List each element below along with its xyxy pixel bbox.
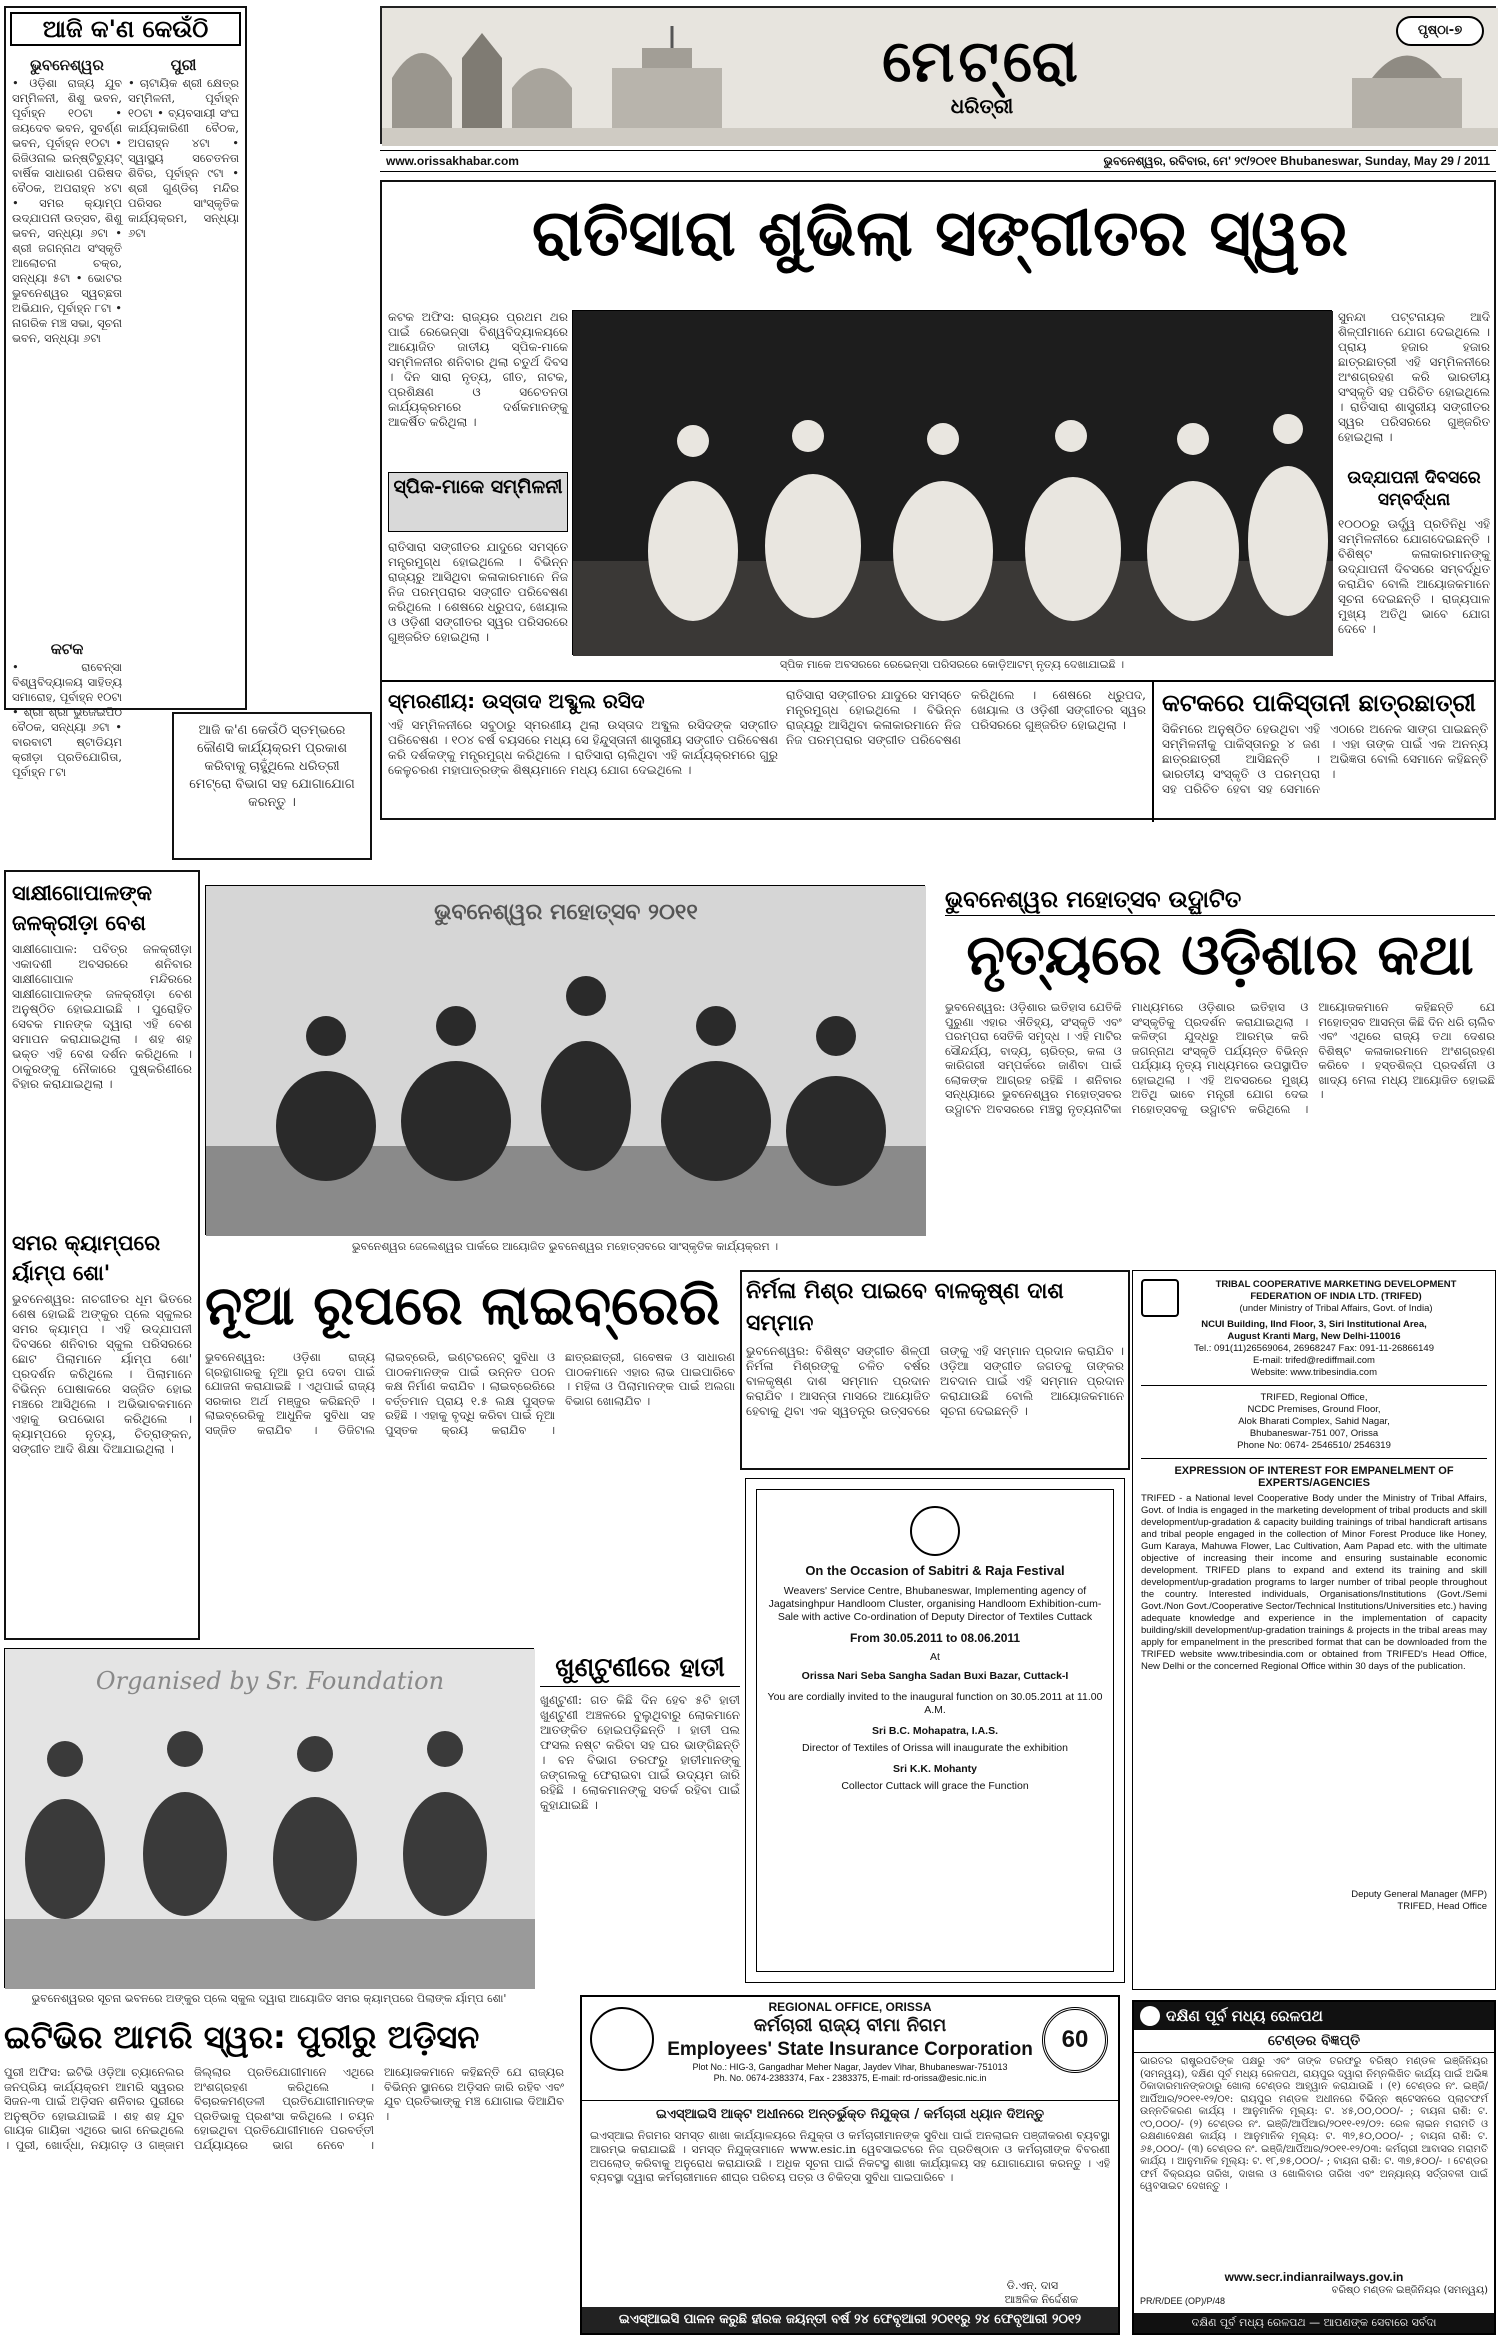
trifed-org: TRIBAL COOPERATIVE MARKETING DEVELOPMENT FEDERATION OF INDIA LTD. (TRIFED): [1215, 1279, 1457, 1302]
festival-photo: [205, 885, 925, 1235]
elephant-story: [540, 1650, 740, 1980]
lead-caption: ସ୍ପିକ ମାକେ ଅବସରରେ ରେଭେନ୍ସା ପରିସରରେ କୋଡ଼ିଆଟମ୍ ନୃତ୍ୟ ଦେଖାଯାଇଛି ।: [779, 658, 1125, 671]
festival-text: ଭୁବନେଶ୍ୱର: ଓଡ଼ିଶାର ଇତିହାସ ଯେତିକି ପୁରୁଣା ଏହାର ଐତିହ୍ୟ, ସଂସ୍କୃତି ଏବଂ ପରମ୍ପରା ସେତିକି ସମୃଦ୍ଧ । ଏହି ମାଟିର ସୌନ୍ଦର୍ଯ୍ୟ, ବାଦ୍ୟ, ଚାରିତ୍ର, କଳା ଓ କାରିଗରୀ ସମ୍ପର୍କରେ ଜାଣିବା ପାଇଁ ଲୋକଙ୍କ ଆଗ୍ରହ ରହିଛି । ଶନିବାର ସନ୍ଧ୍ୟାରେ ଭୁବନେଶ୍ୱର ମହୋତ୍ସବର ଉଦ୍ଘାଟନ ଅବସରରେ ମଞ୍ଚସ୍ଥ ନୃତ୍ୟନାଟିକା ମାଧ୍ୟମରେ ଓଡ଼ିଶାର ଇତିହାସ ଓ ସଂସ୍କୃତିକୁ ପ୍ରଦର୍ଶନ କରାଯାଇଥିଲା । କଳିଙ୍ଗ ଯୁଦ୍ଧରୁ ଆରମ୍ଭ କରି ଜଗନ୍ନାଥ ସଂସ୍କୃତି ପର୍ଯ୍ୟନ୍ତ ବିଭିନ୍ନ ପର୍ଯ୍ୟାୟ ନୃତ୍ୟ ମାଧ୍ୟମରେ ଉପସ୍ଥାପିତ ହୋଇଥିଲା । ଏହି ଅବସରରେ ମୁଖ୍ୟ ଅତିଥି ଭାବେ ମନ୍ତ୍ରୀ ଯୋଗ ଦେଇ ମହୋତ୍ସବକୁ ଉଦ୍ଘାଟନ କରିଥିଲେ । ଆୟୋଜକମାନେ କହିଛନ୍ତି ଯେ ମହୋତ୍ସବ ଆସନ୍ତା କିଛି ଦିନ ଧରି ଚାଲିବ ଏବଂ ଏଥିରେ ରାଜ୍ୟ ତଥା ଦେଶର ବିଶିଷ୍ଟ କଳାକାରମାନେ ଅଂଶଗ୍ରହଣ କରିବେ । ହସ୍ତଶିଳ୍ପ ପ୍ରଦର୍ଶନୀ ଓ ଖାଦ୍ୟ ମେଳା ମଧ୍ୟ ଆୟୋଜିତ ହୋଇଛି ।: [945, 1000, 1495, 1116]
festival-photo-banner: ଭୁବନେଶ୍ୱର ମହୋତ୍ସବ ୨୦୧୧: [434, 900, 698, 925]
events-note-text: ଆଜି କ'ଣ କେଉଁଠି ସ୍ତମ୍ଭରେ କୌଣସି କାର୍ଯ୍ୟକ୍ରମ ପ୍ରକାଶ କରିବାକୁ ଚାହୁଁଥିଲେ ଧରିତ୍ରୀ ମେଟ୍ରୋ ବିଭାଗ ସହ ଯୋଗାଯୋଗ କରନ୍ତୁ ।: [189, 723, 355, 810]
trifed-sign2: TRIFED, Head Office: [1397, 1901, 1487, 1912]
kids-caption: ଭୁବନେଶ୍ୱରର ସୂଚନା ଭବନରେ ଅଙ୍କୁର ପ୍ଲେ ସ୍କୁଲ ଦ୍ୱାରା ଆୟୋଜିତ ସମର କ୍ୟାମ୍ପରେ ପିଲାଙ୍କ ର୍ୟାମ୍ପ ଶୋ': [31, 1992, 507, 2005]
masthead: [380, 6, 1496, 144]
mid-text: ରାତିସାରା ସଙ୍ଗୀତର ଯାଦୁରେ ସମସ୍ତେ ମନ୍ତ୍ରମୁଗ୍ଧ ହୋଇଥିଲେ । ବିଭିନ୍ନ ରାଜ୍ୟରୁ ଆସିଥିବା କଳାକାରମାନେ ନିଜ ନିଜ ପରମ୍ପରାର ସଙ୍ଗୀତ ପରିବେଷଣ କରିଥିଲେ । ଶେଷରେ ଧ୍ରୁପଦ, ଖେୟାଲ ଓ ଓଡ଼ିଶୀ ସଙ୍ଗୀତର ସ୍ୱର ପରିସରରେ ଗୁଞ୍ଜରିତ ହୋଇଥିଲା ।: [786, 688, 1146, 747]
sakhi-text: ସାକ୍ଷୀଗୋପାଳ: ପବିତ୍ର ଜଳକ୍ରୀଡ଼ା ଏକାଦଶୀ ଅବସରରେ ଶନିବାର ସାକ୍ଷୀଗୋପାଳ ମନ୍ଦିରରେ ସାକ୍ଷୀଗୋପାଳଙ୍କ ଜଳକ୍ରୀଡ଼ା ବେଶ ଅନୁଷ୍ଠିତ ହୋଇଯାଇଛି । ପୁରୋହିତ ସେବକ ମାନଙ୍କ ଦ୍ୱାରା ଏହି ବେଶ ସମାପନ କରାଯାଇଥିଲା । ଶହ ଶହ ଭକ୍ତ ଏହି ବେଶ ଦର୍ଶନ କରିଥିଲେ । ଠାକୁରଙ୍କୁ ନୌକାରେ ପୁଷ୍କରିଣୀରେ ବିହାର କରାଯାଇଥିଲା ।: [12, 942, 192, 1091]
railway-ad: [1132, 2000, 1496, 2335]
sabitri-chief: Sri B.C. Mohapatra, I.A.S.: [871, 1725, 999, 1737]
nirmala-text: ଭୁବନେଶ୍ୱର: ବିଶିଷ୍ଟ ସଙ୍ଗୀତ ଶିଳ୍ପୀ ନିର୍ମଳା ମିଶ୍ରଙ୍କୁ ଚଳିତ ବର୍ଷର ବାଳକୃଷ୍ଣ ଦାଶ ସମ୍ମାନ ପ୍ରଦାନ କରାଯିବ । ଆସନ୍ତା ମାସରେ ଆୟୋଜିତ ହେବାକୁ ଥିବା ଏକ ସ୍ୱତନ୍ତ୍ର ଉତ୍ସବରେ ତାଙ୍କୁ ଏହି ସମ୍ମାନ ପ୍ରଦାନ କରାଯିବ । ଓଡ଼ିଆ ସଙ୍ଗୀତ ଜଗତକୁ ତାଙ୍କର ଅବଦାନ ପାଇଁ ଏହି ସମ୍ମାନ ପ୍ରଦାନ କରାଯାଉଛି ବୋଲି ଆୟୋଜକମାନେ ସୂଚନା ଦେଇଛନ୍ତି ।: [746, 1344, 1124, 1418]
masthead-strip: [380, 150, 1496, 172]
sabitri-title: On the Occasion of Sabitri & Raja Festival: [805, 1563, 1065, 1578]
esic-badge: 60: [1042, 2007, 1108, 2073]
events-note: [172, 712, 372, 860]
esic-notice-body: ଇଏସ୍‌ଆଇ ନିଗମର ସମସ୍ତ ଶାଖା କାର୍ଯ୍ୟାଳୟରେ ନିଯୁକ୍ତା ଓ କର୍ମଚାରୀମାନଙ୍କ ସୁବିଧା ପାଇଁ ଅନଲାଇନ ପଞ୍ଜୀକରଣ ବ୍ୟବସ୍ଥା ଆରମ୍ଭ କରାଯାଇଛି । ସମସ୍ତ ନିଯୁକ୍ତାମାନେ www.esic.in ୱେବସାଇଟରେ ନିଜ ପ୍ରତିଷ୍ଠାନ ଓ କର୍ମଚାରୀଙ୍କ ବିବରଣୀ ଅପଲୋଡ୍ କରିବାକୁ ଅନୁରୋଧ କରାଯାଉଛି । ଅଧିକ ସୂଚନା ପାଇଁ ନିକଟସ୍ଥ ଶାଖା କାର୍ଯ୍ୟାଳୟ ସହ ଯୋଗାଯୋଗ କରନ୍ତୁ । ଏହି ବ୍ୟବସ୍ଥା ଦ୍ୱାରା କର୍ମଚାରୀମାନେ ଶୀଘ୍ର ପରିଚୟ ପତ୍ର ଓ ଚିକିତ୍ସା ସୁବିଧା ପାଇପାରିବେ ।: [590, 2129, 1110, 2184]
site-url[interactable]: www.orissakhabar.com: [386, 154, 519, 168]
elephant-headline: ଖୁଣ୍ଟୁଣୀରେ ହାତୀ: [540, 1650, 740, 1687]
pak-headline: କଟକରେ ପାକିସ୍ତାନୀ ଛାତ୍ରଛାତ୍ରୀ: [1162, 689, 1476, 717]
sabitri-ad: [745, 1478, 1125, 1983]
esic-notice-title: ଇଏସ୍‌ଆଇସି ଆକ୍ଟ ଅଧୀନରେ ଅନ୍ତର୍ଭୁକ୍ତ ନିଯୁକ୍ତା / କର୍ମଚାରୀ ଧ୍ୟାନ ଦିଅନ୍ତୁ: [656, 2107, 1044, 2122]
library-headline: ନୂଆ ରୂପରେ ଲାଇବ୍ରେରି: [205, 1274, 721, 1337]
railway-sign: ବରିଷ୍ଠ ମଣ୍ଡଳ ଇଞ୍ଜିନିୟର (ସମନ୍ୱୟ): [1331, 2285, 1488, 2296]
elephant-text: ଖୁଣ୍ଟୁଣୀ: ଗତ କିଛି ଦିନ ହେବ ୫ଟି ହାତୀ ଖୁଣ୍ଟୁଣୀ ଅଞ୍ଚଳରେ ବୁଲୁଥିବାରୁ ଲୋକମାନେ ଆତଙ୍କିତ ହୋଇପଡ଼ିଛନ୍ତି । ହାତୀ ପଲ ଫସଲ ନଷ୍ଟ କରିବା ସହ ଘର ଭାଙ୍ଗିଛନ୍ତି । ବନ ବିଭାଗ ତରଫରୁ ହାତୀମାନଙ୍କୁ ଜଙ୍ଗଲକୁ ଫେରାଇବା ପାଇଁ ଉଦ୍ୟମ ଜାରି ରହିଛି । ଲୋକମାନଙ୍କୁ ସତର୍କ ରହିବା ପାଇଁ କୁହାଯାଇଛି ।: [540, 1693, 740, 1812]
esic-addr: Plot No.: HIG-3, Gangadhar Meher Nagar, Jaydev Vihar, Bhubaneswar-751013: [692, 2062, 1008, 2072]
trifed-ro1: TRIFED, Regional Office,: [1260, 1392, 1368, 1403]
trifed-ro5: Phone No: 0674- 2546510/ 2546319: [1237, 1440, 1391, 1451]
events-puri-text: • ଚାଟାୟିକ ଶ୍ରୀ କ୍ଷେତ୍ର ସମ୍ମିଳନୀ, ପୂର୍ବାହ୍ନ ୧୦ଟା • ବ୍ୟବସାୟୀ ସଂଘ କାର୍ଯ୍ୟକାରିଣୀ ବୈଠକ, ଅପରାହ୍ନ ୪ଟା • ସ୍ୱାସ୍ଥ୍ୟ ସଚେତନତା ଶିବିର, ପୂର୍ବାହ୍ନ ୯ଟା • ଶ୍ରୀ ଗୁଣ୍ଡିଚା ମନ୍ଦିର ପରିସର ସାଂସ୍କୃତିକ କାର୍ଯ୍ୟକ୍ରମ, ସନ୍ଧ୍ୟା ୬ଟା: [128, 76, 239, 240]
lead-label: ସ୍ପିକ-ମାକେ ସମ୍ମିଳନୀ: [388, 472, 568, 532]
events-ctc-title: କଟକ: [50, 640, 84, 658]
sub-title: ସ୍ମରଣୀୟ: ଉସ୍ତାଦ ଅବ୍ଦୁଲ ରସିଦ: [388, 689, 645, 713]
railway-web[interactable]: www.secr.indianrailways.gov.in: [1224, 2270, 1404, 2284]
trifed-body: TRIFED - a National level Cooperative Body under the Ministry of Tribal Affairs, Govt. of India is engaged in the marketing development of tribal products and skill development/up-gradation & capacity building trainings of tribal handicraft artisans and tribal people engaged in the collection of Minor Forest Produce like Honey, Gum Karaya, Mahuwa Flower, Lac Cultivation, Aam Papad etc. with the ultimate objective of increasing their income and ensuring sustainable economic development. TRIFED plans to expand and extend its training and skill development/up-gradation programs to larger number of tribal people throughout the country. Interested individuals, Organisations/Institutions (Govt./Semi Govt./Non Govt./Cooperative Sector/Technical Institutions/Universities etc.) having adequate knowledge and experience in the implementation of capacity building/skill development/up-gradation trainings & projects in the tribal areas may apply for empanelment in the prescribed format that can be downloaded from the TRIFED website www.tribesindia.com or obtained from TRIFED's Head Office, New Delhi or the concerned Regional Office within 30 days of the publication.: [1141, 1493, 1487, 1672]
sabitri-at: At: [930, 1651, 940, 1663]
lead-text-left: କଟକ ଅଫିସ: ରାଜ୍ୟର ପ୍ରଥମ ଥର ପାଇଁ ରେଭେନ୍ସା ବିଶ୍ୱବିଦ୍ୟାଳୟରେ ଆୟୋଜିତ ଜାତୀୟ ସ୍ପିକ-ମାକେ ସମ୍ମିଳନୀର ଶନିବାର ଥିଲା ଚତୁର୍ଥ ଦିବସ । ଦିନ ସାରା ନୃତ୍ୟ, ଗୀତ, ନାଟକ, ପ୍ରଶିକ୍ଷଣ ଓ ସଚେତନତା କାର୍ଯ୍ୟକ୍ରମରେ ଦର୍ଶକମାନଙ୍କୁ ଆକର୍ଷିତ କରିଥିଲା ।: [388, 310, 568, 429]
trifed-tel: Tel.: 091(11)26569064, 26968247 Fax: 091-11-26866149: [1194, 1343, 1434, 1354]
trifed-ad: [1132, 1270, 1496, 1990]
kids-photo: [4, 1648, 534, 1988]
trifed-addr2: August Kranti Marg, New Delhi-110016: [1227, 1331, 1401, 1342]
nirmala-story: [740, 1270, 1130, 1470]
masthead-subtitle: ଧରିତ୍ରୀ: [950, 94, 1014, 118]
events-heading: ଆଜି କ'ଣ କେଉଁଠି: [10, 12, 241, 46]
summer-headline: ସମର କ୍ୟାମ୍ପରେ ର୍ୟାମ୍ପ ଶୋ': [12, 1231, 161, 1285]
page-badge: ପୃଷ୍ଠା-୭: [1396, 16, 1484, 46]
trifed-ro4: Bhubaneswar-751 007, Orissa: [1249, 1428, 1379, 1439]
lead-story: [380, 180, 1496, 820]
lead-closing-title: ଉଦ୍ଯାପନୀ ଦିବସରେ ସମ୍ବର୍ଦ୍ଧନା: [1347, 468, 1481, 510]
trifed-ro2: NCDC Premises, Ground Floor,: [1247, 1404, 1381, 1415]
events-box: [4, 6, 247, 779]
lead-closing-text: ୧୦୦୦ରୁ ଊର୍ଦ୍ଧ୍ୱ ପ୍ରତିନିଧି ଏହି ସମ୍ମିଳନୀରେ ଯୋଗଦେଇଛନ୍ତି । ବିଶିଷ୍ଟ କଳାକାରମାନଙ୍କୁ ଉଦ୍ଯାପନୀ ଦିବସରେ ସମ୍ବର୍ଦ୍ଧିତ କରାଯିବ ବୋଲି ଆୟୋଜକମାନେ ସୂଚନା ଦେଇଛନ୍ତି । ରାଜ୍ୟପାଳ ମୁଖ୍ୟ ଅତିଥି ଭାବେ ଯୋଗ ଦେବେ ।: [1338, 517, 1490, 636]
esic-sign: ଡି.ଏନ୍. ଦାସ: [1006, 2279, 1058, 2292]
trifed-sign1: Deputy General Manager (MFP): [1351, 1889, 1487, 1900]
trifed-addr1: NCUI Building, IInd Floor, 3, Siri Institutional Area,: [1201, 1319, 1427, 1330]
sakhi-story: [4, 870, 200, 1640]
dateline: ଭୁବନେଶ୍ୱର, ରବିବାର, ମେ' ୨୯/୨୦୧୧ Bhubaneswar, Sunday, May 29 / 2011: [1103, 154, 1490, 168]
railway-logo-icon: [1140, 2006, 1160, 2026]
sabitri-dates: From 30.05.2011 to 08.06.2011: [849, 1631, 1021, 1645]
esic-logo-icon: [590, 2007, 654, 2071]
festival-headline: ନୃତ୍ୟରେ ଓଡ଼ିଶାର କଥା: [966, 923, 1474, 988]
trifed-ministry: (under Ministry of Tribal Affairs, Govt. of India): [1239, 1303, 1433, 1314]
festival-image: [206, 886, 926, 1236]
trifed-title: EXPRESSION OF INTEREST FOR EMPANELMENT OF EXPERTS/AGENCIES: [1174, 1465, 1454, 1489]
sakhi-headline: ସାକ୍ଷୀଗୋପାଳଙ୍କ ଜଳକ୍ରୀଡ଼ା ବେଶ: [12, 881, 153, 935]
railway-title: ଟେଣ୍ଡର ବିଜ୍ଞପ୍ତି: [1134, 2030, 1494, 2053]
itv-text: ପୁରୀ ଅଫିସ: ଇଟିଭି ଓଡ଼ିଆ ଚ୍ୟାନେଲର ଜନପ୍ରିୟ କାର୍ଯ୍ୟକ୍ରମ ଆମରି ସ୍ୱରର ସିଜନ-୩ ପାଇଁ ଅଡ଼ିସନ ଶନିବାର ପୁରୀରେ ଅନୁଷ୍ଠିତ ହୋଇଯାଇଛି । ଶହ ଶହ ଯୁବ ଗାୟକ ଗାୟିକା ଏଥିରେ ଭାଗ ନେଇଥିଲେ । ପୁରୀ, ଖୋର୍ଦ୍ଧା, ନୟାଗଡ଼ ଓ ଗଞ୍ଜାମ ଜିଲ୍ଲାର ପ୍ରତିଯୋଗୀମାନେ ଏଥିରେ ଅଂଶଗ୍ରହଣ କରିଥିଲେ । ବିଚାରକମଣ୍ଡଳୀ ପ୍ରତିଯୋଗୀମାନଙ୍କ ପ୍ରତିଭାକୁ ପ୍ରଶଂସା କରିଥିଲେ । ଚୟନ ହୋଇଥିବା ପ୍ରତିଯୋଗୀମାନେ ପରବର୍ତ୍ତୀ ପର୍ଯ୍ୟାୟରେ ଭାଗ ନେବେ । ଆୟୋଜକମାନେ କହିଛନ୍ତି ଯେ ରାଜ୍ୟର ବିଭିନ୍ନ ସ୍ଥାନରେ ଅଡ଼ିସନ ଜାରି ରହିବ ଏବଂ ଯୁବ ପ୍ରତିଭାଙ୍କୁ ମଞ୍ଚ ଯୋଗାଇ ଦିଆଯିବ ।: [4, 2065, 564, 2152]
pak-text: ସିକିମରେ ଅନୁଷ୍ଠିତ ହେଉଥିବା ଏହି ସମ୍ମିଳନୀକୁ ପାକିସ୍ତାନରୁ ୪ ଜଣ ଛାତ୍ରଛାତ୍ରୀ ଆସିଛନ୍ତି । ଭାରତୀୟ ସଂସ୍କୃତି ଓ ପରମ୍ପରା ସହ ପରିଚିତ ହେବା ସହ ସେମାନେ ଏଠାରେ ଅନେକ ସାଙ୍ଗ ପାଇଛନ୍ତି । ଏହା ତାଙ୍କ ପାଇଁ ଏକ ଅନନ୍ୟ ଅଭିଜ୍ଞତା ବୋଲି ସେମାନେ କହିଛନ୍ତି ।: [1162, 722, 1488, 796]
sub-text: ଏହି ସମ୍ମିଳନୀରେ ସବୁଠାରୁ ସ୍ମରଣୀୟ ଥିଲା ଉସ୍ତାଦ ଅବ୍ଦୁଲ ରସିଦଙ୍କ ସଙ୍ଗୀତ ପରିବେଷଣ । ୧୦୪ ବର୍ଷ ବୟସରେ ମଧ୍ୟ ସେ ହିନ୍ଦୁସ୍ତାନୀ ଶାସ୍ତ୍ରୀୟ ସଙ୍ଗୀତ ପରିବେଷଣ କରି ଦର୍ଶକଙ୍କୁ ମନ୍ତ୍ରମୁଗ୍ଧ କରିଥିଲେ । ରାତିସାରା ଚାଲିଥିବା ଏହି କାର୍ଯ୍ୟକ୍ରମରେ ଗୁରୁ କେଳୁଚରଣ ମହାପାତ୍ରଙ୍କ ଶିଷ୍ୟମାନେ ମଧ୍ୟ ଯୋଗ ଦେଇଥିଲେ ।: [388, 718, 778, 777]
esic-regional: REGIONAL OFFICE, ORISSA: [768, 2000, 932, 2014]
events-puri-title: ପୁରୀ: [170, 56, 197, 74]
esic-phone: Ph. No. 0674-2383374, Fax - 2383375, E-mail: rd-orissa@esic.nic.in: [713, 2073, 987, 2083]
sabitri-invite: You are cordially invited to the inaugural function on 30.05.2011 at 11.00 A.M.: [767, 1691, 1103, 1716]
esic-sign-role: ଆଞ୍ଚଳିକ ନିର୍ଦ୍ଦେଶକ: [1004, 2293, 1078, 2306]
lead-text-left-2: ରାତିସାରା ସଙ୍ଗୀତର ଯାଦୁରେ ସମସ୍ତେ ମନ୍ତ୍ରମୁଗ୍ଧ ହୋଇଥିଲେ । ବିଭିନ୍ନ ରାଜ୍ୟରୁ ଆସିଥିବା କଳାକାରମାନେ ନିଜ ନିଜ ପରମ୍ପରାର ସଙ୍ଗୀତ ପରିବେଷଣ କରିଥିଲେ । ଶେଷରେ ଧ୍ରୁପଦ, ଖେୟାଲ ଓ ଓଡ଼ିଶୀ ସଙ୍ଗୀତର ସ୍ୱର ପରିସରରେ ଗୁଞ୍ଜରିତ ହୋଇଥିଲା ।: [388, 540, 568, 644]
lead-photo: [572, 310, 1332, 655]
lead-text-right: ସୁନନ୍ଦା ପଟ୍ଟନାୟକ ଆଦି ଶିଳ୍ପୀମାନେ ଯୋଗ ଦେଇଥିଲେ । ପ୍ରାୟ ହଜାର ହଜାର ଛାତ୍ରଛାତ୍ରୀ ଏହି ସମ୍ମିଳନୀରେ ଅଂଶଗ୍ରହଣ କରି ଭାରତୀୟ ସଂସ୍କୃତି ସହ ପରିଚିତ ହୋଇଥିଲେ । ରାତିସାରା ଶାସ୍ତ୍ରୀୟ ସଙ୍ଗୀତର ସ୍ୱର ପରିସରରେ ଗୁଞ୍ଜରିତ ହୋଇଥିଲା ।: [1338, 310, 1490, 444]
sabitri-body: Weavers' Service Centre, Bhubaneswar, Implementing agency of Jagatsinghpur Handloom Cluster, organising Handloom Exhibition-cum-Sale with active Co-ordination of Deputy Director of Textiles Cuttack: [768, 1585, 1102, 1623]
railway-body: ଭାରତର ରାଷ୍ଟ୍ରପତିଙ୍କ ପକ୍ଷରୁ ଏବଂ ତାଙ୍କ ତରଫରୁ ବରିଷ୍ଠ ମଣ୍ଡଳ ଇଞ୍ଜିନିୟର (ସମନ୍ୱୟ), ଦକ୍ଷିଣ ପୂର୍ବ ମଧ୍ୟ ରେଳପଥ, ରାୟପୁର ଦ୍ୱାରା ନିମ୍ନଲିଖିତ କାର୍ଯ୍ୟ ପାଇଁ ଅଭିଜ୍ଞ ଠିକାଦାରମାନଙ୍କଠାରୁ ଖୋଲା ଟେଣ୍ଡର ଆହ୍ୱାନ କରାଯାଉଛି । (୧) ଟେଣ୍ଡର ନଂ. ଇଞ୍ଜି/ଆର୍ପିଆର/୨୦୧୧-୧୨/୦୧: ରାୟପୁର ମଣ୍ଡଳ ଅଧୀନରେ ବିଭିନ୍ନ ଷ୍ଟେସନରେ ପ୍ଲାଟଫର୍ମ ଉନ୍ନତିକରଣ କାର୍ଯ୍ୟ । ଆନୁମାନିକ ମୂଲ୍ୟ: ଟ. ୪୫,୦୦,୦୦୦/- ; ବାୟନା ରାଶି: ଟ. ୯୦,୦୦୦/- (୨) ଟେଣ୍ଡର ନଂ. ଇଞ୍ଜି/ଆର୍ପିଆର/୨୦୧୧-୧୨/୦୨: ରେଳ ଲାଇନ ମରାମତି ଓ ରକ୍ଷଣାବେକ୍ଷଣ କାର୍ଯ୍ୟ । ଆନୁମାନିକ ମୂଲ୍ୟ: ଟ. ୩୨,୫୦,୦୦୦/- ; ବାୟନା ରାଶି: ଟ. ୬୫,୦୦୦/- (୩) ଟେଣ୍ଡର ନଂ. ଇଞ୍ଜି/ଆର୍ପିଆର/୨୦୧୧-୧୨/୦୩: କର୍ମଚାରୀ ଆବାସର ମରାମତି କାର୍ଯ୍ୟ । ଆନୁମାନିକ ମୂଲ୍ୟ: ଟ. ୧୮,୭୫,୦୦୦/- ; ବାୟନା ରାଶି: ଟ. ୩୭,୫୦୦/- । ଟେଣ୍ଡର ଫର୍ମ ବିକ୍ରୟର ତାରିଖ, ଦାଖଲ ଓ ଖୋଲିବାର ତାରିଖ ଏବଂ ଅନ୍ୟାନ୍ୟ ସର୍ତ୍ତାବଳୀ ପାଇଁ ୱେବସାଇଟ ଦେଖନ୍ତୁ ।: [1140, 2056, 1488, 2192]
emblem-icon: [910, 1506, 960, 1556]
summer-text: ଭୁବନେଶ୍ୱର: ନାଚଗୀତର ଧୂମ ଭିତରେ ଶେଷ ହୋଇଛି ଅଙ୍କୁର ପ୍ଲେ ସ୍କୁଲର ସମର କ୍ୟାମ୍ପ । ଏହି ଉଦ୍ଯାପନୀ ଦିବସରେ ଶନିବାର ସ୍କୁଲ ପରିସରରେ ଛୋଟ ପିଲାମାନେ ର୍ୟାମ୍ପ ଶୋ' ପ୍ରଦର୍ଶନ କରିଥିଲେ । ପିଲାମାନେ ବିଭିନ୍ନ ପୋଷାକରେ ସଜ୍ଜିତ ହୋଇ ମଞ୍ଚରେ ଆସିଥିଲେ । ଅଭିଭାବକମାନେ ଏହାକୁ ଉପଭୋଗ କରିଥିଲେ । କ୍ୟାମ୍ପରେ ନୃତ୍ୟ, ଚିତ୍ରାଙ୍କନ, ସଙ୍ଗୀତ ଆଦି ଶିକ୍ଷା ଦିଆଯାଇଥିଲା ।: [12, 1292, 192, 1456]
masthead-title: ମେଟ୍ରୋ: [882, 27, 1082, 95]
sabitri-chief-role: Director of Textiles of Orissa will inaugurate the exhibition: [802, 1742, 1068, 1754]
nirmala-headline: ନିର୍ମଳା ମିଶ୍ର ପାଇବେ ବାଳକୃଷ୍ଣ ଦାଶ ସମ୍ମାନ: [746, 1279, 1064, 1336]
sabitri-guest: Sri K.K. Mohanty: [892, 1763, 977, 1775]
railway-org: ଦକ୍ଷିଣ ପୂର୍ବ ମଧ୍ୟ ରେଳପଥ: [1166, 2007, 1323, 2025]
events-bbsr-text: • ଓଡ଼ିଶା ରାଜ୍ୟ ଯୁବ ସମ୍ମିଳନୀ, ଶିଶୁ ଭବନ, ପୂର୍ବାହ୍ନ ୧୦ଟା • ଜୟଦେବ ଭବନ, ସୁବର୍ଣ୍ଣ ଭବନ, ପୂର୍ବାହ୍ନ ୧୦ଟା • ରିଜିଓନାଲ ଇନ୍ଷ୍ଟିଚ୍ୟୁଟ୍ ବାର୍ଷିକ ସାଧାରଣ ପରିଷଦ ବୈଠକ, ଅପରାହ୍ନ ୪ଟା • ସମର କ୍ୟାମ୍ପ ଉଦ୍ଯାପନୀ ଉତ୍ସବ, ଶିଶୁ ଭବନ, ସନ୍ଧ୍ୟା ୬ଟା • ଶ୍ରୀ ଜଗନ୍ନାଥ ସଂସ୍କୃତି ଆଲୋଚନା ଚକ୍ର, ସନ୍ଧ୍ୟା ୫ଟା • ଭୋଟର ଭୁବନେଶ୍ୱର ସ୍ୱଚ୍ଛତା ଅଭିଯାନ, ପୂର୍ବାହ୍ନ ୮ଟା • ନାଗରିକ ମଞ୍ଚ ସଭା, ସୂଚନା ଭବନ, ସନ୍ଧ୍ୟା ୬ଟା: [12, 76, 123, 345]
trifed-logo-icon: [1141, 1279, 1179, 1317]
dancers-image: [573, 311, 1333, 656]
esic-footer: ଇଏସ୍‌ଆଇସି ପାଳନ କରୁଛି ହୀରକ ଜୟନ୍ତୀ ବର୍ଷ ୨୪ ଫେବୃଆରୀ ୨୦୧୧ରୁ ୨୪ ଫେବୃଆରୀ ୨୦୧୨: [582, 2307, 1118, 2333]
kids-image: [5, 1649, 535, 1989]
sabitri-guest-role: Collector Cuttack will grace the Function: [841, 1780, 1029, 1792]
railway-footer: ଦକ୍ଷିଣ ପୂର୍ବ ମଧ୍ୟ ରେଳପଥ — ଆପଣଙ୍କ ସେବାରେ ସର୍ବଦା: [1134, 2313, 1494, 2333]
trifed-email: E-mail: trifed@rediffmail.com: [1253, 1355, 1375, 1366]
events-bbsr-title: ଭୁବନେଶ୍ୱର: [30, 56, 104, 74]
trifed-ro3: Alok Bharati Complex, Sahid Nagar,: [1238, 1416, 1390, 1427]
railway-code: PR/R/DEE (OP)/P/48: [1140, 2296, 1226, 2306]
lead-headline: ରାତିସାରା ଶୁଭିଲା ସଙ୍ଗୀତର ସ୍ୱର: [532, 197, 1348, 271]
trifed-web[interactable]: Website: www.tribesindia.com: [1250, 1367, 1377, 1378]
esic-name: Employees' State Insurance Corporation: [667, 2039, 1033, 2060]
esic-ad: [580, 1995, 1120, 2335]
festival-caption: ଭୁବନେଶ୍ୱର ଜେଲେଶ୍ୱର ପାର୍କରେ ଆୟୋଜିତ ଭୁବନେଶ୍ୱର ମହୋତ୍ସବରେ ସାଂସ୍କୃତିକ କାର୍ଯ୍ୟକ୍ରମ ।: [351, 1240, 779, 1253]
events-ctc-text: • ରାବେନ୍ସା ବିଶ୍ୱବିଦ୍ୟାଳୟ ସାହିତ୍ୟ ସମାରୋହ, ପୂର୍ବାହ୍ନ ୧୦ଟା • ଶ୍ରୀ ଶ୍ରୀ ଭୁଜେଇପିଠ ବୈଠକ, ସନ୍ଧ୍ୟା ୬ଟା • ବାରବାଟୀ ଷ୍ଟାଡିୟମ କ୍ରୀଡ଼ା ପ୍ରତିଯୋଗିତା, ପୂର୍ବାହ୍ନ ୮ଟା: [12, 660, 123, 779]
kids-photo-banner: Organised by Sr. Foundation: [95, 1667, 445, 1695]
esic-name-odia: କର୍ମଚାରୀ ରାଜ୍ୟ ବୀମା ନିଗମ: [753, 2015, 947, 2036]
itv-headline: ଇଟିଭିର ଆମରି ସ୍ୱର: ପୁରୀରୁ ଅଡ଼ିସନ: [4, 2018, 480, 2056]
festival-kicker: ଭୁବନେଶ୍ୱର ମହୋତ୍ସବ ଉଦ୍ଘାଟିତ: [945, 885, 1495, 916]
sabitri-venue: Orissa Nari Seba Sangha Sadan Buxi Bazar, Cuttack-I: [801, 1670, 1069, 1682]
library-text: ଭୁବନେଶ୍ୱର: ଓଡ଼ିଶା ରାଜ୍ୟ ଗ୍ରନ୍ଥାଗାରକୁ ନୂଆ ରୂପ ଦେବା ପାଇଁ ଯୋଜନା କରାଯାଇଛି । ଏଥିପାଇଁ ରାଜ୍ୟ ସରକାର ଅର୍ଥ ମଞ୍ଜୁର କରିଛନ୍ତି । ଲାଇବ୍ରେରିକୁ ଆଧୁନିକ ସୁବିଧା ସହ ସଜ୍ଜିତ କରାଯିବ । ଡିଜିଟାଲ ଲାଇବ୍ରେରି, ଇଣ୍ଟରନେଟ୍ ସୁବିଧା ଓ ପାଠକମାନଙ୍କ ପାଇଁ ଉନ୍ନତ ପଠନ କକ୍ଷ ନିର୍ମାଣ କରାଯିବ । ଲାଇବ୍ରେରିରେ ବର୍ତ୍ତମାନ ପ୍ରାୟ ୧.୫ ଲକ୍ଷ ପୁସ୍ତକ ରହିଛି । ଏହାକୁ ବୃଦ୍ଧି କରିବା ପାଇଁ ନୂଆ ପୁସ୍ତକ କ୍ରୟ କରାଯିବ । ଛାତ୍ରଛାତ୍ରୀ, ଗବେଷକ ଓ ସାଧାରଣ ପାଠକମାନେ ଏହାର ଲାଭ ପାଇପାରିବେ । ମହିଳା ଓ ପିଲାମାନଙ୍କ ପାଇଁ ଅଲଗା ବିଭାଗ ଖୋଲାଯିବ ।: [205, 1350, 735, 1437]
